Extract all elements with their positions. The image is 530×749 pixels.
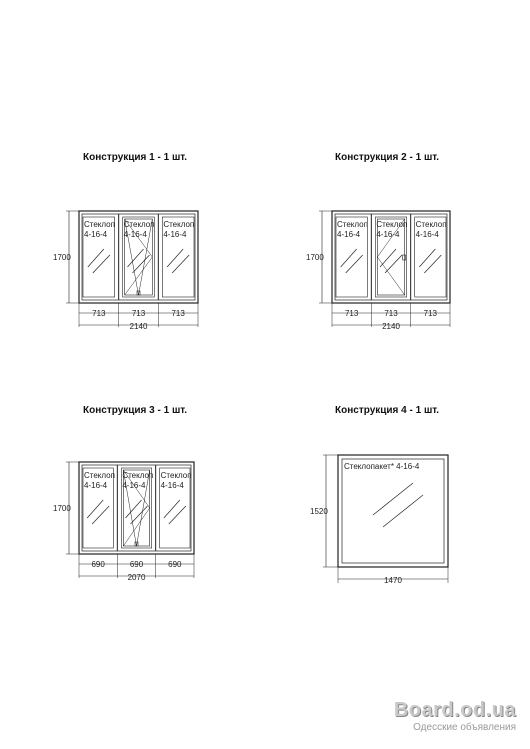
construction-3-glass-label-2: Стеклоп: [122, 471, 154, 480]
watermark-subtitle: Одесские объявления: [413, 722, 516, 733]
construction-3-glass-spec-2: 4-16-4: [122, 481, 146, 490]
construction-4-title: Конструкция 4 - 1 шт.: [335, 405, 440, 416]
construction-2-pane-3-hatch-2: [424, 255, 441, 273]
construction-3-pane-3: [160, 468, 190, 548]
construction-2-glass-spec-1: 4-16-4: [337, 230, 361, 239]
construction-1-glass-label-2: Стеклоп: [123, 220, 155, 229]
construction-3-title: Конструкция 3 - 1 шт.: [83, 405, 188, 416]
construction-1-glass-spec-2: 4-16-4: [123, 230, 147, 239]
construction-4-pane: [342, 459, 444, 563]
construction-3-glass-spec-3: 4-16-4: [160, 481, 184, 490]
construction-1-width-label-2: 713: [131, 309, 146, 318]
construction-1-pane-3: [162, 217, 194, 297]
construction-3-glass-spec-1: 4-16-4: [84, 481, 108, 490]
construction-2-glass-spec-3: 4-16-4: [415, 230, 439, 239]
construction-4-hatch-1: [373, 483, 413, 515]
watermark-brand: Board.od.ua: [393, 699, 516, 721]
construction-2-glass-spec-2: 4-16-4: [376, 230, 400, 239]
construction-4-hatch-2: [383, 495, 423, 527]
construction-3-glass-label-1: Стеклоп: [84, 471, 115, 480]
construction-1-pane-1: [83, 217, 115, 297]
construction-2-glass-label-2: Стеклоп: [376, 220, 408, 229]
construction-4-width-label: 1470: [384, 576, 402, 585]
construction-2-width-label-3: 713: [423, 309, 438, 318]
construction-1-total-label: 2140: [129, 322, 148, 331]
construction-1-pane-1-hatch-2: [93, 255, 110, 273]
construction-2-height-label: 1700: [306, 253, 324, 262]
construction-2-pane-1: [336, 217, 367, 297]
construction-1-pane-2: [123, 217, 155, 297]
construction-2-pane-1-hatch-2: [346, 255, 363, 273]
construction-1-glass-spec-1: 4-16-4: [84, 230, 108, 239]
construction-2-title: Конструкция 2 - 1 шт.: [335, 152, 440, 163]
construction-3-pane-2: [121, 468, 154, 548]
construction-2-open-line-2: [377, 257, 404, 295]
construction-1-glass-spec-3: 4-16-4: [163, 230, 187, 239]
construction-2-width-label-1: 713: [344, 309, 359, 318]
construction-1-glass-label-1: Стеклоп: [84, 220, 115, 229]
construction-2-handle: [403, 255, 406, 260]
construction-3-width-label-3: 690: [168, 560, 182, 569]
construction-2-pane-3: [415, 217, 446, 297]
construction-2-pane-2: [375, 217, 406, 297]
construction-1-height-label: 1700: [53, 253, 71, 262]
construction-4-height-label: 1520: [310, 507, 328, 516]
construction-1-width-label-3: 713: [171, 309, 185, 318]
construction-2-pane-2-hatch-2: [385, 255, 402, 273]
construction-3-height-label: 1700: [53, 504, 71, 513]
construction-4-glass-label: Стеклопакет* 4-16-4: [344, 462, 420, 471]
construction-3-total-label: 2070: [127, 573, 146, 582]
construction-3-width-label-1: 690: [91, 560, 105, 569]
construction-2-glass-label-3: Стеклоп: [415, 220, 447, 229]
construction-1-open-line-4: [125, 257, 153, 295]
construction-3-open-line-4: [123, 508, 149, 546]
construction-1-title: Конструкция 1 - 1 шт.: [83, 152, 188, 163]
construction-4-frame: [338, 455, 448, 567]
construction-1-width-label-1: 713: [92, 309, 106, 318]
construction-3-pane-1-hatch-2: [92, 506, 109, 524]
construction-3-width-label-2: 690: [129, 560, 144, 569]
construction-2-width-label-2: 713: [384, 309, 398, 318]
construction-2-total-label: 2140: [382, 322, 400, 331]
construction-1-glass-label-3: Стеклоп: [163, 220, 195, 229]
construction-3-pane-3-hatch-2: [169, 506, 186, 524]
construction-3-glass-label-3: Стеклоп: [160, 471, 192, 480]
construction-2-glass-label-1: Стеклоп: [337, 220, 368, 229]
construction-3-pane-1: [83, 468, 113, 548]
construction-1-pane-3-hatch-2: [172, 255, 189, 273]
